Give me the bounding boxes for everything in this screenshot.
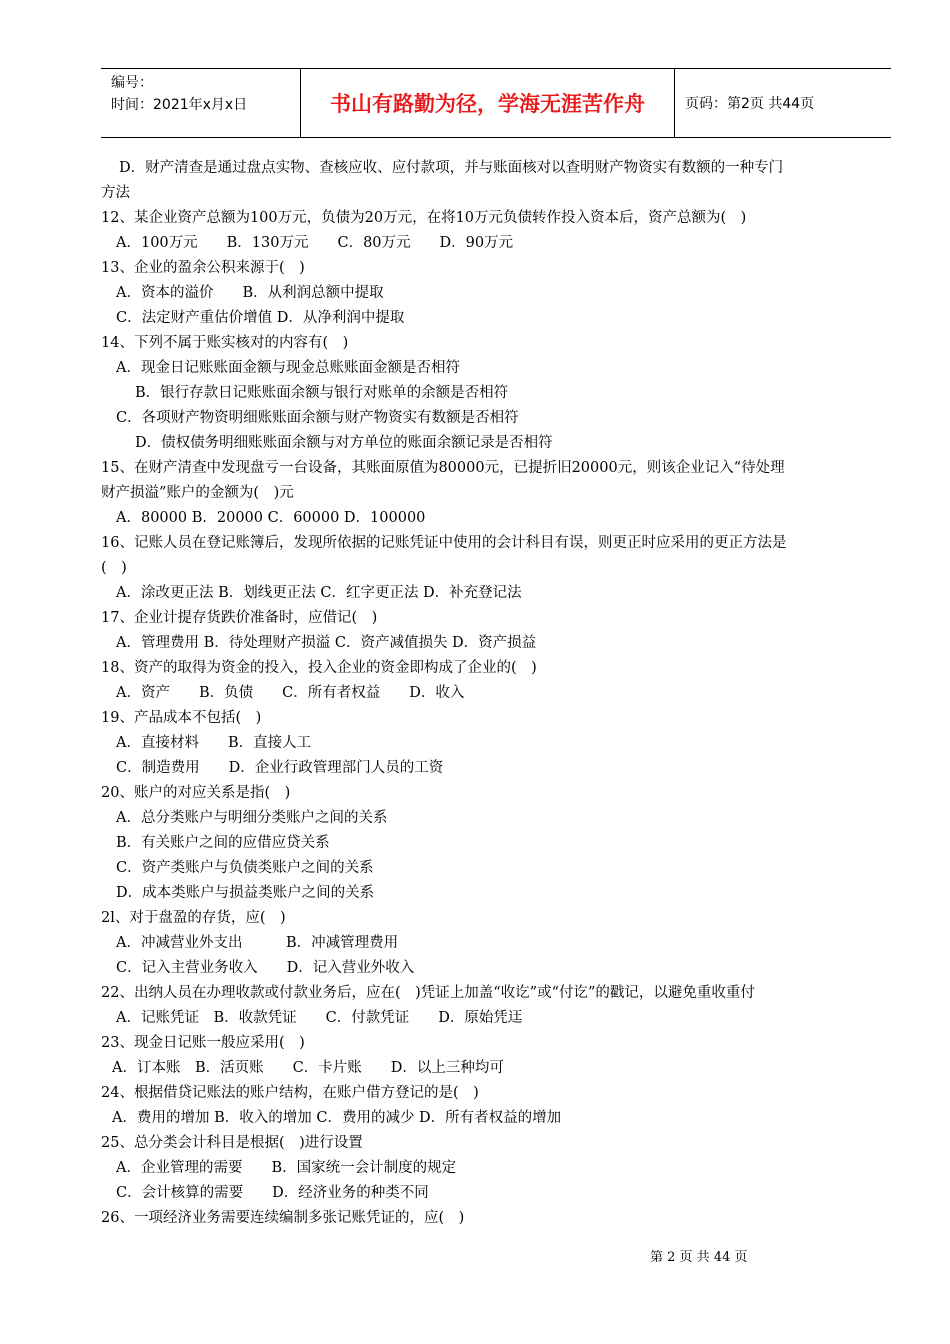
text-line: B．有关账户之间的应借应贷关系 xyxy=(116,835,330,851)
text-line: A．100万元 B．130万元 C．80万元 D．90万元 xyxy=(116,235,514,251)
text-line: A．企业管理的需要 B．国家统一会计制度的规定 xyxy=(116,1160,457,1176)
text-line: A．记账凭证 B．收款凭证 C．付款凭证 D．原始凭迋 xyxy=(116,1010,523,1026)
number-label: 编号： xyxy=(111,75,153,91)
text-line: 19、产品成本不包括( ) xyxy=(101,710,262,726)
text-line: 23、现金日记账一般应采用( ) xyxy=(101,1035,305,1051)
page-header xyxy=(101,68,891,138)
header-info-cell xyxy=(101,69,301,137)
text-line: C．法定财产重估价增值 D．从净利润中提取 xyxy=(116,310,405,326)
text-line: 20、账户的对应关系是指( ) xyxy=(101,785,291,801)
text-line: D．债权债务明细账账面余额与对方单位的账面余额记录是否相符 xyxy=(135,435,553,451)
text-line: 15、在财产清查中发现盘亏一台设备，其账面原值为80000元，已提折旧20000元，则该企业记入“待处理 xyxy=(101,460,785,476)
text-line: 方法 xyxy=(101,185,130,201)
text-line: 25、总分类会计科目是根据( )进行设置 xyxy=(101,1135,363,1151)
header-page-label: 页码：第2页 共44页 xyxy=(685,96,815,112)
text-line: 财产损溢”账户的金额为( )元 xyxy=(101,485,294,501)
text-line: A．资本的溢价 B．从利润总额中提取 xyxy=(116,285,384,301)
text-line: D．财产清查是通过盘点实物、查核应收、应付款项，并与账面核对以查明财产物资实有数额的一种专门 xyxy=(119,160,784,176)
text-line: A．订本账 B．活页账 C．卡片账 D．以上三种均可 xyxy=(112,1060,504,1076)
text-line: 22、出纳人员在办理收款或付款业务后，应在( )凭证上加盖“收讫”或“付讫”的戳记，以避免重收重付 xyxy=(101,985,755,1001)
text-line: A．冲减营业外支出 B．冲减管理费用 xyxy=(116,935,399,951)
page-footer: 第 2 页 共 44 页 xyxy=(650,1250,748,1265)
text-line: A．管理费用 B．待处理财产损溢 C．资产减值损失 D．资产损益 xyxy=(116,635,537,651)
text-line: 2l、对于盘盈的存货，应( ) xyxy=(101,910,286,926)
text-line: 18、资产的取得为资金的投入，投入企业的资金即构成了企业的( ) xyxy=(101,660,537,676)
text-line: 17、企业计提存货跌价准备时，应借记( ) xyxy=(101,610,378,626)
text-line: A．80000 B．20000 C．60000 D．100000 xyxy=(116,510,426,526)
text-line: A．涂改更正法 B．划线更正法 C．红字更正法 D．补充登记法 xyxy=(116,585,522,601)
text-line: C．记入主营业务收入 D．记入营业外收入 xyxy=(116,960,415,976)
text-line: D．成本类账户与损益类账户之间的关系 xyxy=(116,885,375,901)
text-line: A．总分类账户与明细分类账户之间的关系 xyxy=(116,810,388,826)
text-line: C．制造费用 D．企业行政管理部门人员的工资 xyxy=(116,760,444,776)
text-line: C．各项财产物资明细账账面余额与财产物资实有数额是否相符 xyxy=(116,410,519,426)
text-line: 12、某企业资产总额为100万元，负债为20万元，在将10万元负债转作投入资本后，资产总额为( ) xyxy=(101,210,747,226)
text-line: ( ) xyxy=(101,560,127,576)
text-line: 13、企业的盈余公积来源于( ) xyxy=(101,260,305,276)
header-motto: 书山有路勤为径，学海无涯苦作舟 xyxy=(301,69,675,137)
text-line: C．会计核算的需要 D．经济业务的种类不同 xyxy=(116,1185,429,1201)
text-line: A．资产 B．负债 C．所有者权益 D．收入 xyxy=(116,685,465,701)
text-line: A．直接材料 B．直接人工 xyxy=(116,735,312,751)
text-line: B．银行存款日记账账面余额与银行对账单的余额是否相符 xyxy=(135,385,509,401)
text-line: 14、下列不属于账实核对的内容有( ) xyxy=(101,335,349,351)
text-line: 16、记账人员在登记账簿后，发现所依据的记账凭证中使用的会计科目有误，则更正时应采用的更正方法是 xyxy=(101,535,787,551)
time-label: 时间：2021年x月x日 xyxy=(111,97,248,113)
text-line: A．现金日记账账面金额与现金总账账面金额是否相符 xyxy=(116,360,460,376)
text-line: A．费用的增加 B．收入的增加 C．费用的减少 D．所有者权益的增加 xyxy=(112,1110,562,1126)
text-line: 26、一项经济业务需要连续编制多张记账凭证的，应( ) xyxy=(101,1210,465,1226)
text-line: C．资产类账户与负债类账户之间的关系 xyxy=(116,860,374,876)
text-line: 24、根据借贷记账法的账户结构，在账户借方登记的是( ) xyxy=(101,1085,479,1101)
